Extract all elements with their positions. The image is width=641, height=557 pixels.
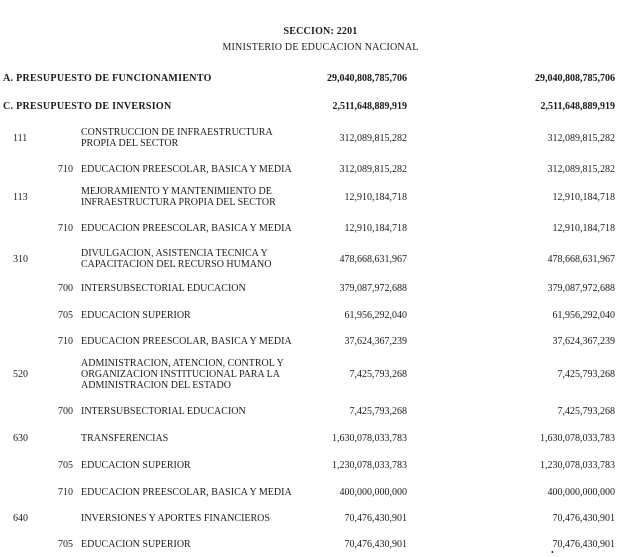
summary-value-col1: 2,511,648,889,919 bbox=[332, 101, 407, 112]
description-line: EDUCACION PREESCOLAR, BASICA Y MEDIA bbox=[81, 223, 292, 234]
scan-mark: • bbox=[551, 548, 554, 557]
value-col1: 312,089,815,282 bbox=[339, 132, 407, 144]
description-line: INTERSUBSECTORIAL EDUCACION bbox=[81, 406, 246, 417]
description-line: INFRAESTRUCTURA PROPIA DEL SECTOR bbox=[81, 197, 276, 208]
description-line: MEJORAMIENTO Y MANTENIMIENTO DE bbox=[81, 186, 272, 197]
program-code: 640 bbox=[13, 513, 28, 524]
program-code: 310 bbox=[13, 253, 28, 265]
value-col2: 61,956,292,040 bbox=[552, 310, 615, 321]
value-col2: 37,624,367,239 bbox=[552, 336, 615, 347]
section-title: SECCION: 2201 bbox=[283, 26, 358, 37]
value-col1: 1,230,078,033,783 bbox=[332, 460, 407, 471]
description-line: ADMINISTRACION DEL ESTADO bbox=[81, 380, 231, 391]
subprogram-code: 710 bbox=[58, 336, 73, 347]
value-col1: 7,425,793,268 bbox=[349, 406, 407, 417]
description-line: EDUCACION PREESCOLAR, BASICA Y MEDIA bbox=[81, 487, 292, 498]
row-description bbox=[81, 164, 292, 175]
subprogram-code: 705 bbox=[58, 539, 73, 550]
value-col1: 478,668,631,967 bbox=[339, 253, 407, 265]
row-description bbox=[81, 223, 292, 234]
subprogram-code: 710 bbox=[58, 164, 73, 175]
value-col2: 7,425,793,268 bbox=[557, 369, 615, 380]
row-description bbox=[81, 433, 168, 444]
description-line: DIVULGACION, ASISTENCIA TECNICA Y bbox=[81, 248, 268, 259]
value-col2: 379,087,972,688 bbox=[547, 283, 615, 294]
description-line: TRANSFERENCIAS bbox=[81, 433, 169, 444]
subprogram-code: 710 bbox=[58, 223, 73, 234]
subprogram-code: 705 bbox=[58, 460, 73, 471]
subprogram-code: 700 bbox=[58, 406, 73, 417]
summary-label: A. PRESUPUESTO DE FUNCIONAMIENTO bbox=[3, 73, 212, 84]
program-code: 520 bbox=[13, 369, 28, 380]
row-description bbox=[81, 127, 273, 149]
value-col1: 12,910,184,718 bbox=[344, 223, 407, 234]
description-line: ADMINISTRACION, ATENCION, CONTROL Y bbox=[81, 358, 284, 369]
value-col1: 400,000,000,000 bbox=[339, 487, 407, 498]
subprogram-code: 710 bbox=[58, 487, 73, 498]
description-line: EDUCACION PREESCOLAR, BASICA Y MEDIA bbox=[81, 336, 292, 347]
ministry-title: MINISTERIO DE EDUCACION NACIONAL bbox=[222, 42, 419, 53]
value-col1: 1,630,078,033,783 bbox=[332, 433, 407, 444]
row-description bbox=[81, 539, 191, 550]
value-col1: 70,476,430,901 bbox=[344, 539, 407, 550]
program-code: 630 bbox=[13, 433, 28, 444]
description-line: PROPIA DEL SECTOR bbox=[81, 138, 179, 149]
description-line: EDUCACION SUPERIOR bbox=[81, 539, 191, 550]
description-line: CONSTRUCCION DE INFRAESTRUCTURA bbox=[81, 127, 273, 138]
subprogram-code: 700 bbox=[58, 283, 73, 294]
summary-value-col1: 29,040,808,785,706 bbox=[327, 73, 407, 84]
description-line: INTERSUBSECTORIAL EDUCACION bbox=[81, 283, 246, 294]
value-col1: 312,089,815,282 bbox=[339, 164, 407, 175]
program-code: 113 bbox=[13, 191, 28, 203]
value-col2: 12,910,184,718 bbox=[552, 191, 615, 203]
description-line: EDUCACION SUPERIOR bbox=[81, 460, 191, 471]
value-col1: 37,624,367,239 bbox=[344, 336, 407, 347]
value-col2: 12,910,184,718 bbox=[552, 223, 615, 234]
row-description bbox=[81, 513, 270, 524]
summary-value-col2: 29,040,808,785,706 bbox=[535, 73, 615, 84]
value-col1: 12,910,184,718 bbox=[344, 191, 407, 203]
description-line: ORGANIZACION INSTITUCIONAL PARA LA bbox=[81, 369, 280, 380]
row-description bbox=[81, 248, 271, 270]
value-col2: 312,089,815,282 bbox=[547, 164, 615, 175]
row-description bbox=[81, 336, 292, 347]
value-col2: 312,089,815,282 bbox=[547, 132, 615, 144]
description-line: EDUCACION PREESCOLAR, BASICA Y MEDIA bbox=[81, 164, 292, 175]
row-description bbox=[81, 310, 191, 321]
row-description bbox=[81, 283, 246, 294]
description-line: EDUCACION SUPERIOR bbox=[81, 310, 191, 321]
row-description bbox=[81, 460, 191, 471]
value-col2: 400,000,000,000 bbox=[547, 487, 615, 498]
value-col2: 1,630,078,033,783 bbox=[540, 433, 615, 444]
description-line: INVERSIONES Y APORTES FINANCIEROS bbox=[81, 513, 270, 524]
value-col2: 478,668,631,967 bbox=[547, 253, 615, 265]
program-code: 111 bbox=[13, 132, 28, 144]
subprogram-code: 705 bbox=[58, 310, 73, 321]
value-col2: 70,476,430,901 bbox=[552, 539, 615, 550]
value-col1: 61,956,292,040 bbox=[344, 310, 407, 321]
row-description bbox=[81, 186, 276, 208]
value-col1: 379,087,972,688 bbox=[339, 283, 407, 294]
row-description bbox=[81, 406, 246, 417]
value-col1: 70,476,430,901 bbox=[344, 513, 407, 524]
value-col1: 7,425,793,268 bbox=[349, 369, 407, 380]
value-col2: 1,230,078,033,783 bbox=[540, 460, 615, 471]
description-line: CAPACITACION DEL RECURSO HUMANO bbox=[81, 259, 272, 270]
summary-value-col2: 2,511,648,889,919 bbox=[540, 101, 615, 112]
summary-label: C. PRESUPUESTO DE INVERSION bbox=[3, 101, 172, 112]
value-col2: 70,476,430,901 bbox=[552, 513, 615, 524]
row-description bbox=[81, 358, 284, 391]
row-description bbox=[81, 487, 292, 498]
value-col2: 7,425,793,268 bbox=[557, 406, 615, 417]
